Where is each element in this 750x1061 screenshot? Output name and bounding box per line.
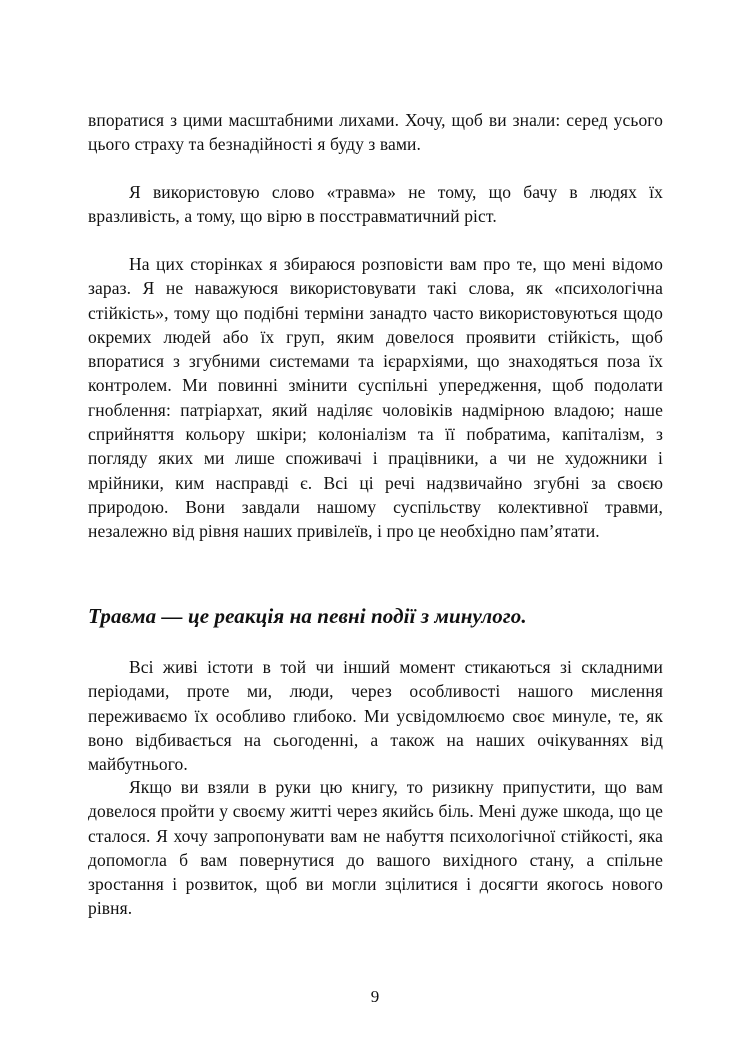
paragraph-trauma-word — [88, 180, 663, 229]
page-number: 9 — [370, 987, 380, 1006]
paragraph: Я використовую слово «травма» не тому, що бачу в людях їх вразливість, а тому, що вірю в посстравматичний ріст. — [88, 182, 663, 227]
paragraph-living-beings — [88, 655, 663, 776]
paragraph: Якщо ви взяли в руки цю книгу, то ризикну припустити, що вам довелося пройти у своєму житті через якийсь біль. Мені дуже шкода, що це сталося. Я хочу запропонувати вам не набуття психологічної стійкості, яка допомогла б вам повернутися до вашого вихідного стану, а спільне зростання і розвиток, щоб ви могли зцілитися і досягти якогось нового рівня. — [88, 777, 663, 919]
paragraph: впоратися з цими масштабними лихами. Хочу, щоб ви знали: серед усього цього страху та безнадійності я буду з вами. — [88, 110, 663, 155]
paragraph-resilience — [88, 252, 663, 544]
section-heading-block — [88, 603, 663, 629]
paragraph-pain — [88, 775, 663, 921]
section-heading: Травма — це реакція на певні події з минулого. — [88, 604, 527, 628]
paragraph: На цих сторінках я збираюся розповісти вам про те, що мені відомо зараз. Я не наважуюся використовувати такі слова, як «психологічна стійкість», тому що подібні терміни занадто часто використовуються щодо окремих людей або їх груп, яким довелося проявити стійкість, щоб впоратися з згубними системами та ієрархіями, що знаходяться поза їх контролем. Ми повинні змінити суспільні упередження, щоб подолати гноблення: патріархат, який наділяє чоловіків надмірною владою; наше сприйняття кольору шкіри; колоніалізм та її побратима, капіталізм, з погляду яких ми лише споживачі і працівники, а чи не художники і мрійники, ким насправді є. Всі ці речі надзвичайно згубні за своєю природою. Вони завдали нашому суспільству колективної травми, незалежно від рівня наших привілеїв, і про це необхідно пам’ятати. — [88, 254, 663, 542]
paragraph: Всі живі істоти в той чи інший момент стикаються зі складними періодами, проте ми, люди, через особливості нашого мислення переживаємо їх особливо глибоко. Ми усвідомлюємо своє минуле, те, як воно відбивається на сьогоденні, а також на наших очікуваннях від майбутнього. — [88, 657, 663, 775]
paragraph-continuation — [88, 108, 663, 157]
